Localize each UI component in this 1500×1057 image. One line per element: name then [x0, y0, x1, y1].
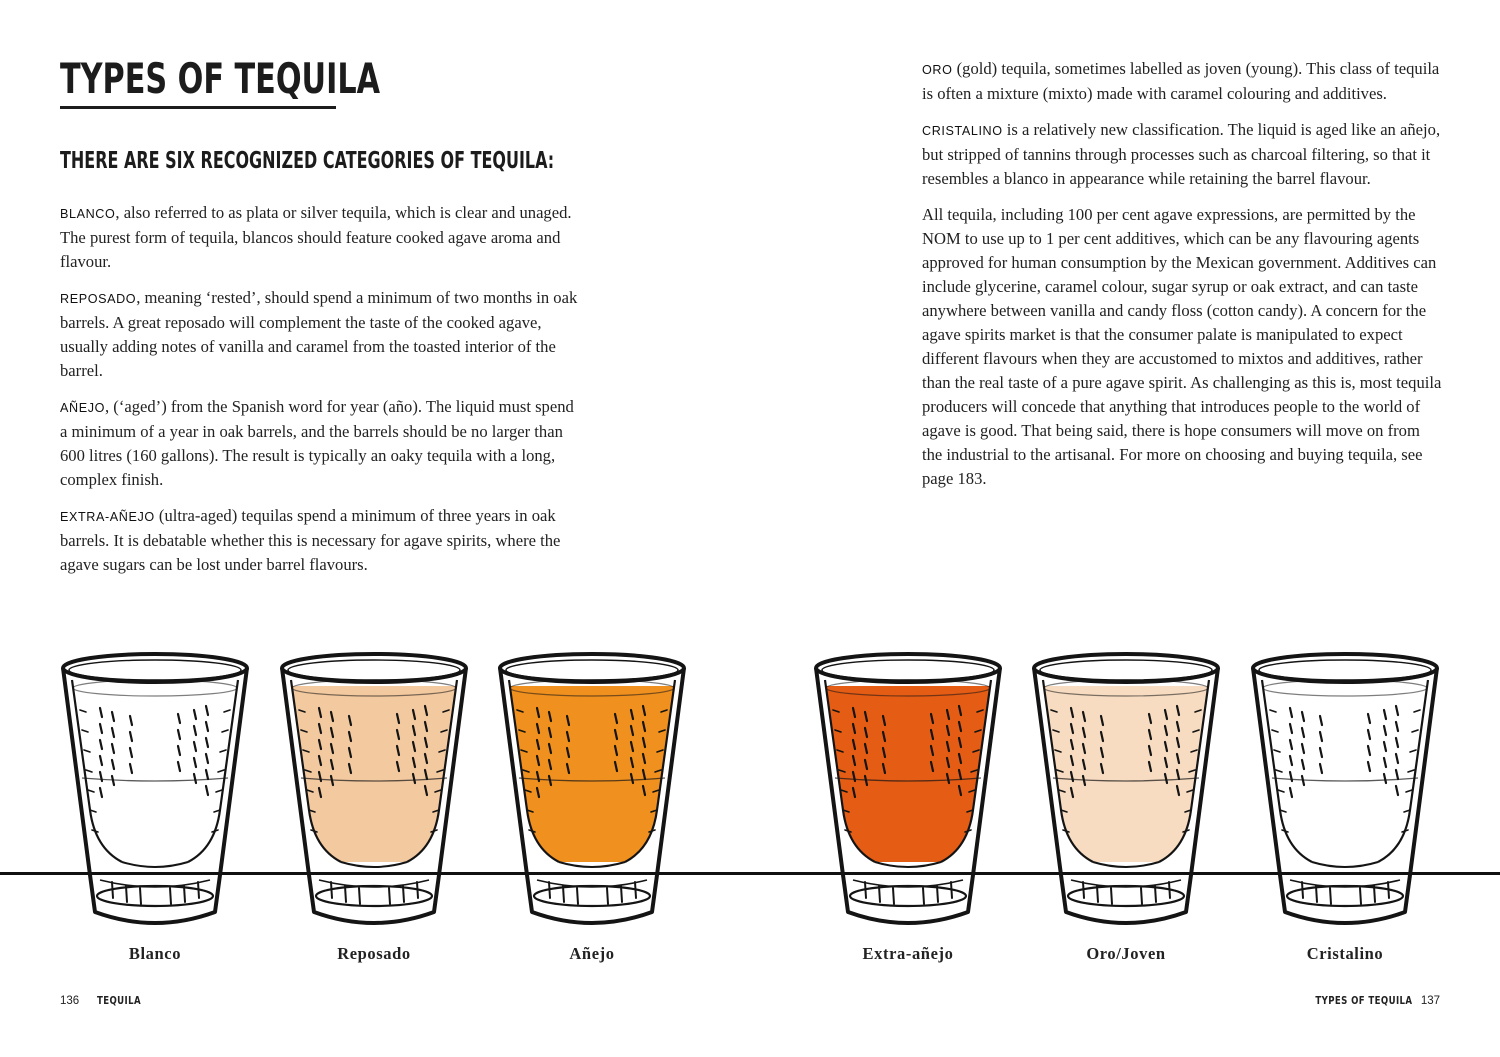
glass-label-reposado: Reposado — [337, 944, 411, 963]
paragraph-text: is a relatively new classification. The liquid is aged like an añejo, but stripped of tannins through processes such as charcoal filtering, so that it resembles a blanco in appearance while retaining the barrel flavour. — [922, 120, 1441, 188]
paragraph-oro — [922, 57, 1442, 106]
paragraph-text: All tequila, including 100 per cent agave expressions, are permitted by the NOM to use up to 1 per cent additives, which can be any flavouring agents approved for human consumption by the Mexican government. Additives can include glycerine, caramel colour, sugar syrup or oak extract, and can taste anywhere between vanilla and candy floss (cotton candy). A concern for the agave spirits market is that the consumer palate is manipulated to expect different flavours when they are accustomed to mixtos and additives, rather than the real taste of a pure agave spirit. As challenging as this is, most tequila producers will concede that anything that introduces people to the world of agave is good. That being said, there is hope consumers will move on from the industrial to the artisanal. For more on choosing and buying tequila, see page 183. — [922, 205, 1442, 488]
paragraph-cristalino — [922, 118, 1442, 191]
term-extra-anejo: EXTRA-AÑEJO — [60, 510, 155, 524]
right-column — [922, 57, 1442, 503]
shot-glass-icon — [1031, 650, 1221, 930]
paragraph-text: , (‘aged’) from the Spanish word for year (año). The liquid must spend a minimum of a year in oak barrels, and the barrels should be no larger than 600 litres (160 gallons). The result is typically an oaky tequila with a long, complex finish. — [60, 397, 574, 489]
shot-glass-reposado-illustration — [279, 650, 469, 930]
paragraph-text: (gold) tequila, sometimes labelled as joven (young). This class of tequila is often a mixture (mixto) made with caramel colouring and additives. — [922, 59, 1440, 103]
shot-glass-extra-anejo-illustration — [813, 650, 1003, 930]
paragraph-anejo — [60, 395, 580, 492]
page-title: TYPES OF TEQUILA — [60, 54, 381, 103]
shot-glass-anejo-illustration — [497, 650, 687, 930]
paragraph-reposado — [60, 286, 580, 383]
running-head-left: TEQUILA — [97, 994, 142, 1007]
glass-label-cristalino: Cristalino — [1306, 944, 1384, 963]
footer-right — [1288, 994, 1440, 1007]
term-blanco: BLANCO — [60, 207, 116, 221]
running-head-right: TYPES OF TEQUILA — [1315, 994, 1413, 1007]
shot-glass-blanco-illustration — [60, 650, 250, 930]
shot-glass-oro-joven-illustration — [1031, 650, 1221, 930]
glass-label-anejo: Añejo — [569, 944, 615, 963]
glass-label-oro-joven: Oro/Joven — [1086, 944, 1166, 963]
shot-glass-icon — [813, 650, 1003, 930]
paragraph-blanco — [60, 201, 580, 274]
term-oro: ORO — [922, 63, 953, 77]
shot-glass-icon — [60, 650, 250, 930]
page-number-right: 137 — [1420, 995, 1440, 1007]
paragraph-text: , meaning ‘rested’, should spend a minimum of two months in oak barrels. A great reposado will complement the taste of the cooked agave, usually adding notes of vanilla and caramel from the toasted interior of the barrel. — [60, 288, 578, 380]
shot-glass-icon — [497, 650, 687, 930]
term-cristalino: CRISTALINO — [922, 124, 1003, 138]
paragraph-additives — [922, 203, 1442, 491]
page-number-left: 136 — [60, 995, 80, 1007]
shot-glass-icon — [1250, 650, 1440, 930]
glass-label-extra-anejo: Extra-añejo — [862, 944, 954, 963]
term-anejo: AÑEJO — [60, 401, 105, 415]
left-column — [60, 201, 580, 589]
paragraph-extra-anejo — [60, 504, 580, 577]
term-reposado: REPOSADO — [60, 292, 137, 306]
title-underline — [60, 106, 336, 109]
section-subheading: THERE ARE SIX RECOGNIZED CATEGORIES OF TEQUILA: — [60, 148, 555, 174]
paragraph-text: (ultra-aged) tequilas spend a minimum of three years in oak barrels. It is debatable whether this is necessary for agave spirits, where the agave sugars can be lost under barrel flavours. — [60, 506, 561, 574]
paragraph-text: , also referred to as plata or silver tequila, which is clear and unaged. The purest form of tequila, blancos should feature cooked agave aroma and flavour. — [60, 203, 572, 271]
glass-label-blanco: Blanco — [128, 944, 182, 963]
shot-glass-cristalino-illustration — [1250, 650, 1440, 930]
shot-glass-icon — [279, 650, 469, 930]
footer-left — [60, 994, 154, 1007]
